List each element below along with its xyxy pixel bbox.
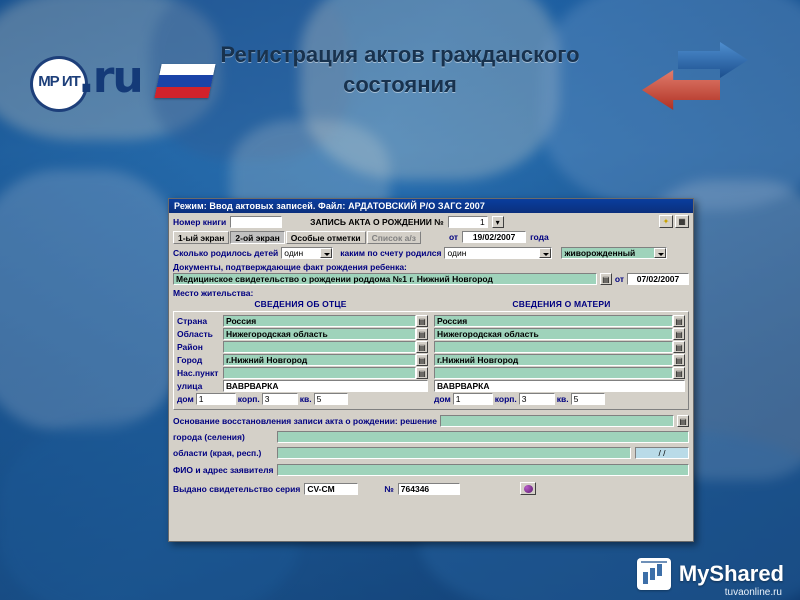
children-count-label: Сколько родилось детей (173, 248, 279, 258)
mother-kv-input[interactable]: 5 (571, 393, 605, 405)
address-row (434, 367, 685, 379)
father-address-column (177, 315, 428, 406)
birth-order-label: каким по счету родился (340, 248, 442, 258)
record-date-label: от (448, 231, 459, 242)
documents-date-label: от (614, 274, 624, 284)
kv-label: кв. (299, 394, 312, 404)
address-columns (177, 315, 685, 406)
mother-country-lookup-button[interactable]: ▤ (673, 315, 685, 327)
address-row (434, 328, 685, 340)
mother-settlement-lookup-button[interactable]: ▤ (673, 367, 685, 379)
restoration-row (173, 415, 689, 427)
parents-columns-headers (173, 299, 689, 309)
mother-district-lookup-button[interactable]: ▤ (673, 341, 685, 353)
certificate-number-label: № (384, 483, 394, 494)
address-row (177, 315, 428, 327)
father-settlement-lookup-button[interactable]: ▤ (416, 367, 428, 379)
region-row (173, 447, 689, 459)
tab-screen-1[interactable]: 1-ый экран (173, 231, 229, 244)
father-house-input[interactable]: 1 (196, 393, 236, 405)
birth-info-row (173, 247, 689, 259)
tabs-and-date-row (173, 229, 689, 244)
record-year-label: года (530, 231, 549, 242)
certificate-row (173, 482, 689, 495)
book-number-input[interactable] (230, 216, 282, 228)
mother-district-input[interactable] (434, 341, 673, 353)
city-label: Город (177, 355, 203, 365)
tab-special-marks[interactable]: Особые отметки (286, 231, 366, 244)
district-label: Район (177, 342, 203, 352)
documents-lookup-button[interactable]: ▤ (600, 273, 612, 285)
book-number-label: Номер книги (173, 216, 227, 227)
street-row (434, 380, 685, 392)
applicant-input[interactable] (277, 464, 689, 476)
watermark-brand: MyShared (678, 561, 784, 586)
window-body (169, 213, 693, 541)
restoration-label: Основание восстановления записи акта о рождении: решение (173, 416, 437, 426)
applicant-label: ФИО и адрес заявителя (173, 465, 274, 475)
logo-domain-text: .ru (78, 52, 142, 103)
slide-title: Регистрация актов гражданского состояния (220, 42, 580, 97)
father-country-lookup-button[interactable]: ▤ (416, 315, 428, 327)
korp-label: корп. (237, 394, 260, 404)
documents-label: Документы, подтверждающие факт рождения ребенка: (173, 262, 407, 272)
father-city-input[interactable]: г.Нижний Новгород (223, 354, 416, 366)
background-decoration (0, 170, 190, 430)
mother-city-lookup-button[interactable]: ▤ (673, 354, 685, 366)
tab-strip (173, 231, 421, 244)
address-row (177, 367, 428, 379)
father-city-lookup-button[interactable]: ▤ (416, 354, 428, 366)
city-settlement-input[interactable] (277, 431, 689, 443)
city-settlement-label: города (селения) (173, 432, 245, 442)
birth-order-select[interactable] (444, 247, 552, 259)
watermark-site: tuvaonline.ru (724, 587, 782, 598)
status-indicator-button[interactable] (520, 482, 536, 495)
father-region-lookup-button[interactable]: ▤ (416, 328, 428, 340)
documents-date-input[interactable]: 07/02/2007 (627, 273, 689, 285)
kv-label: кв. (556, 394, 569, 404)
father-settlement-input[interactable] (223, 367, 416, 379)
window-titlebar: Режим: Ввод актовых записей. Файл: АРДАТОВСКИЙ Р/О ЗАГС 2007 (169, 199, 693, 213)
chevron-down-icon[interactable] (320, 248, 332, 258)
arrows-graphic (642, 42, 752, 122)
record-number-input[interactable]: 1 (448, 216, 488, 228)
birth-order-value: один (447, 248, 467, 258)
record-title: ЗАПИСЬ АКТА О РОЖДЕНИИ № (310, 216, 444, 227)
documents-input[interactable]: Медицинское свидетельство о рождении роддома №1 г. Нижний Новгород (173, 273, 597, 285)
certificate-label: Выдано свидетельство серия (173, 483, 301, 494)
father-district-input[interactable] (223, 341, 416, 353)
mother-settlement-input[interactable] (434, 367, 673, 379)
chevron-down-icon[interactable] (654, 248, 666, 258)
logo-badge: МР ИТ (30, 56, 88, 112)
street-label: улица (177, 381, 203, 391)
application-window (168, 198, 694, 542)
certificate-number-input[interactable]: 764346 (398, 483, 460, 495)
residence-label-row (173, 288, 689, 298)
region-date-input[interactable]: / / (635, 447, 689, 459)
tab-screen-2[interactable]: 2-ой экран (230, 231, 284, 244)
arrow-right-icon (678, 42, 748, 78)
mother-region-lookup-button[interactable]: ▤ (673, 328, 685, 340)
house-row (434, 393, 685, 405)
mother-address-column (434, 315, 685, 406)
address-row (434, 341, 685, 353)
residence-label: Место жительства: (173, 288, 254, 298)
mother-korp-input[interactable]: 3 (519, 393, 555, 405)
record-header-row (173, 215, 689, 228)
father-district-lookup-button[interactable]: ▤ (416, 341, 428, 353)
liveborn-value: живорожденный (564, 248, 636, 258)
address-row (177, 341, 428, 353)
address-row (434, 315, 685, 327)
grid-icon[interactable]: ▦ (675, 215, 689, 228)
certificate-series-input[interactable]: CV-CM (304, 483, 358, 495)
country-label: Страна (177, 316, 208, 326)
applicant-row (173, 464, 689, 476)
region-label: Область (177, 329, 213, 339)
city-row (173, 431, 689, 443)
house-label: дом (434, 394, 451, 404)
house-row (177, 393, 428, 405)
key-icon[interactable]: ✦ (659, 215, 673, 228)
korp-label: корп. (494, 394, 517, 404)
record-number-spinner[interactable]: ▾ (492, 216, 504, 228)
restoration-lookup-button[interactable]: ▤ (677, 415, 689, 427)
mother-house-input[interactable]: 1 (453, 393, 493, 405)
mother-street-input[interactable]: ВАВРВАРКА (434, 380, 685, 392)
address-row (177, 354, 428, 366)
children-count-select[interactable] (281, 247, 333, 259)
settlement-label: Нас.пункт (177, 368, 219, 378)
father-kv-input[interactable]: 5 (314, 393, 348, 405)
father-korp-input[interactable]: 3 (262, 393, 298, 405)
documents-row (173, 273, 689, 285)
chevron-down-icon[interactable] (539, 248, 551, 258)
address-row (177, 328, 428, 340)
mother-country-input[interactable]: Россия (434, 315, 673, 327)
mother-section-header: СВЕДЕНИЯ О МАТЕРИ (512, 299, 611, 309)
father-country-input[interactable]: Россия (223, 315, 416, 327)
father-region-input[interactable]: Нижегородская область (223, 328, 416, 340)
house-label: дом (177, 394, 194, 404)
address-panel (173, 311, 689, 410)
mother-city-input[interactable]: г.Нижний Новгород (434, 354, 673, 366)
street-row (177, 380, 428, 392)
arrow-left-icon (642, 70, 720, 110)
address-row (434, 354, 685, 366)
documents-block (173, 262, 689, 285)
header-toolbar (659, 215, 689, 228)
father-section-header: СВЕДЕНИЯ ОБ ОТЦЕ (254, 299, 347, 309)
watermark (637, 558, 784, 590)
region-republic-input[interactable] (277, 447, 631, 459)
chart-icon (637, 558, 671, 590)
region-republic-label: области (края, респ.) (173, 448, 262, 458)
liveborn-select[interactable] (561, 247, 667, 259)
record-date-input[interactable]: 19/02/2007 (462, 231, 526, 243)
mother-region-input[interactable]: Нижегородская область (434, 328, 673, 340)
father-street-input[interactable]: ВАВРВАРКА (223, 380, 428, 392)
restoration-input[interactable] (440, 415, 674, 427)
children-count-value: один (284, 248, 304, 258)
tab-records-list[interactable]: Список а/з (367, 231, 421, 244)
